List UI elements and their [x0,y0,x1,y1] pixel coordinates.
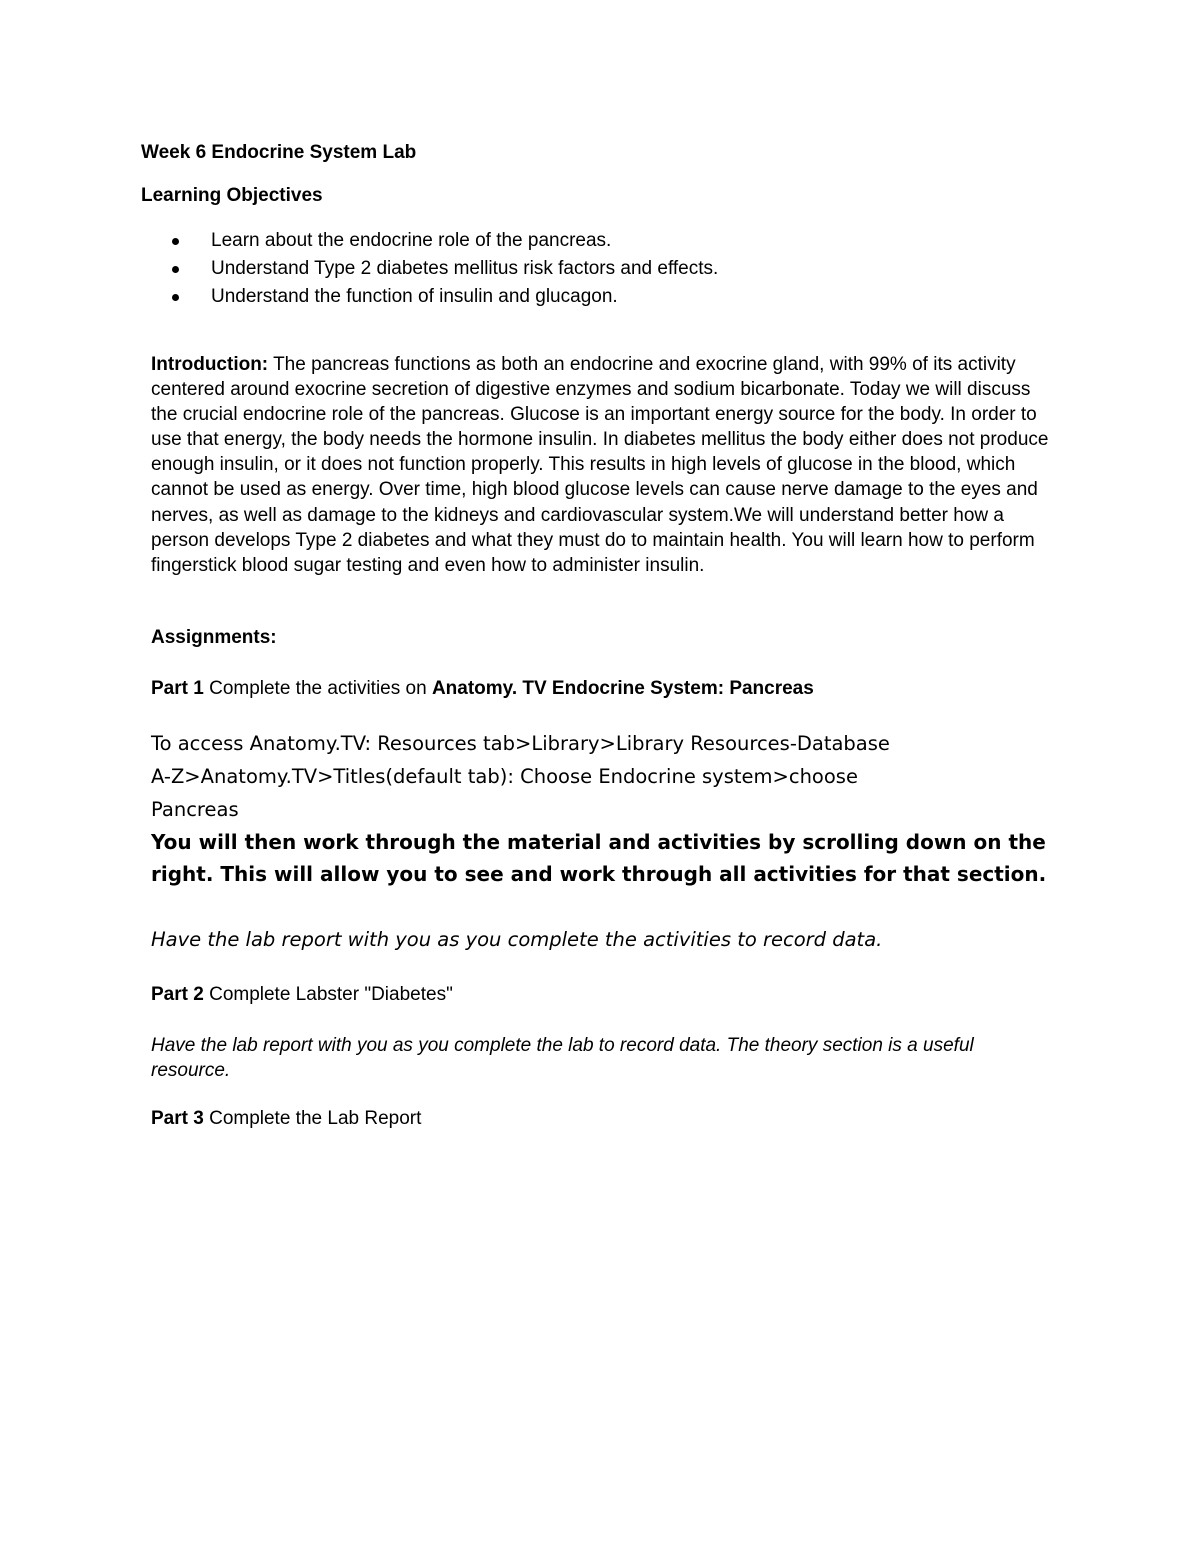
part1-text: Complete the activities on [203,678,432,699]
bullet-icon [172,294,179,301]
objective-item [170,284,1070,312]
objective-item [170,256,1070,284]
assignments-heading: Assignments: [151,627,277,648]
part2-text: Complete Labster "Diabetes" [203,984,453,1005]
part1-label: Part 1 [151,678,204,699]
part3-label: Part 3 [151,1108,204,1129]
objectives-list [170,228,1070,312]
objective-text: Learn about the endocrine role of the pancreas. [211,230,612,251]
lab-report-note-2: Have the lab report with you as you complete the lab to record data. The theory section is a useful resource. [151,1035,974,1081]
scroll-note: You will then work through the material and activities by scrolling down on the right. This will allow you to see and work through all activities for that section. [151,830,1047,886]
part3-line [151,1108,1060,1130]
introduction-label: Introduction: [151,354,269,375]
part3-text: Complete the Lab Report [203,1108,422,1129]
learning-objectives-heading: Learning Objectives [141,185,323,206]
bullet-icon [172,266,179,273]
part2-line [151,984,1060,1006]
part2-label: Part 2 [151,984,204,1005]
objective-text: Understand the function of insulin and glucagon. [211,286,618,307]
bullet-icon [172,238,179,245]
access-instructions: To access Anatomy.TV: Resources tab>Library>Library Resources-Database A-Z>Anatomy.TV>Titles(default tab): Choose Endocrine system>choose Pancreas [151,732,890,821]
document-title: Week 6 Endocrine System Lab [141,142,417,163]
lab-report-note-1: Have the lab report with you as you complete the activities to record data. [151,928,883,951]
objective-item [170,228,1070,256]
introduction-text: The pancreas functions as both an endocrine and exocrine gland, with 99% of its activity centered around exocrine secretion of digestive enzymes and sodium bicarbonate. Today we will discuss the crucial endocrine role of the pancreas. Glucose is an important energy source for the body. In order to use that energy, the body needs the hormone insulin. In diabetes mellitus the body either does not produce enough insulin, or it does not function properly. This results in high levels of glucose in the blood, which cannot be used as energy. Over time, high blood glucose levels can cause nerve damage to the eyes and nerves, as well as damage to the kidneys and cardiovascular system.We will understand better how a person develops Type 2 diabetes and what they must do to maintain health. You will learn how to perform fingerstick blood sugar testing and even how to administer insulin. [151,354,1049,576]
introduction-paragraph [151,352,1051,578]
part1-resource-name: Anatomy. TV Endocrine System: Pancreas [431,678,814,699]
part1-line [151,678,1060,700]
objective-text: Understand Type 2 diabetes mellitus risk factors and effects. [211,258,719,279]
